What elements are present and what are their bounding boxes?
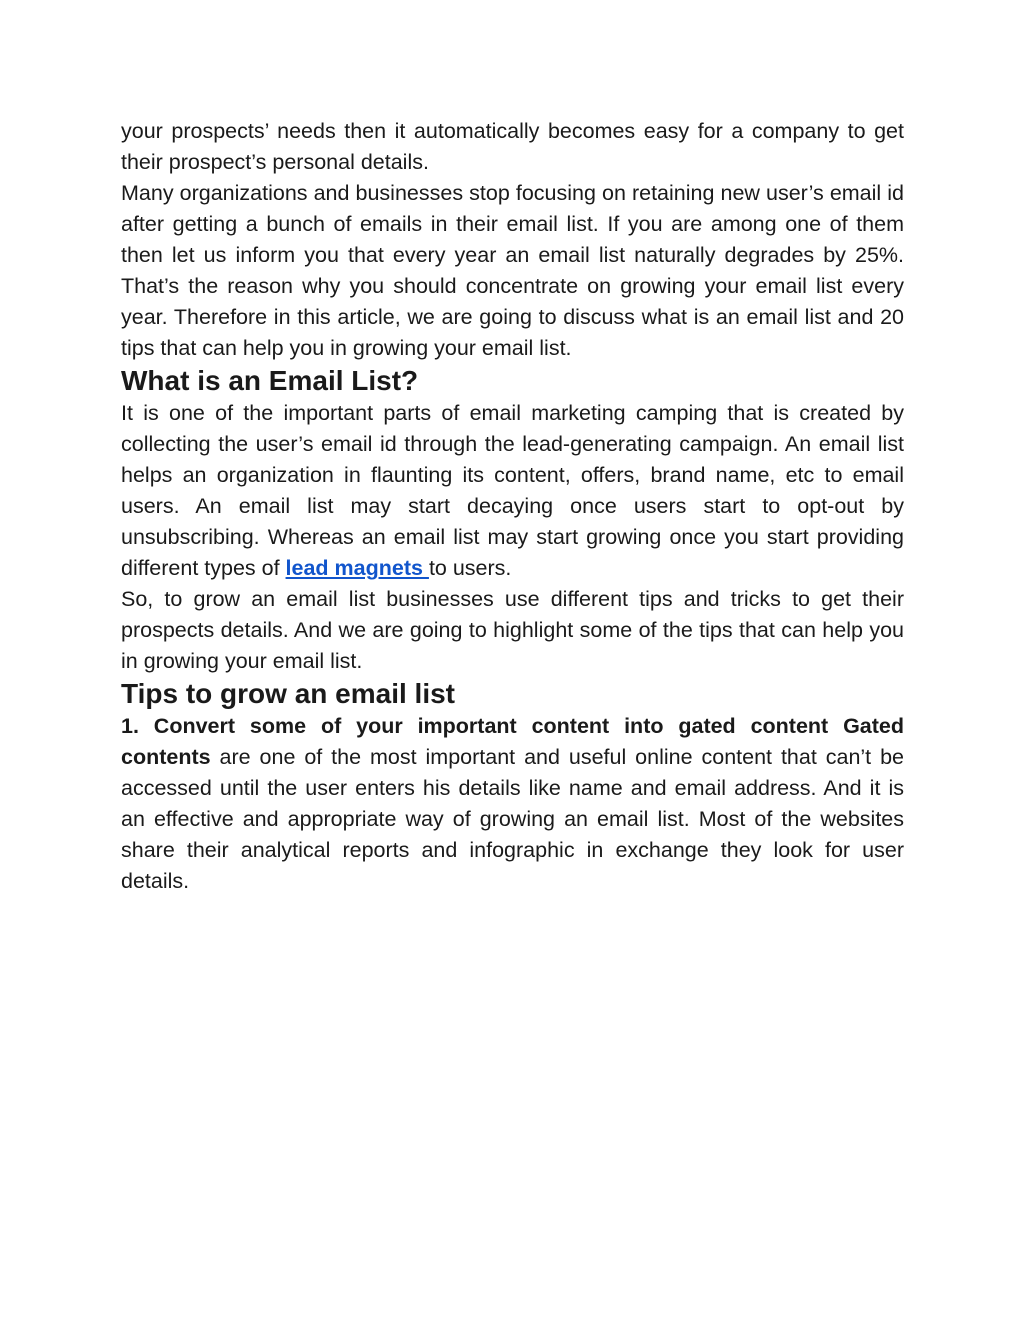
- heading-what-is-email-list: What is an Email List?: [121, 365, 419, 396]
- tip-1-text: are one of the most important and useful online content that can’t be accessed until the user enters his details like name and email address. And it is an effective and appropriate way of growing an email list. Most of the websites share their analytical reports and infographic in exchange they look for user details.: [121, 745, 904, 893]
- paragraph-tips-and-tricks: So, to grow an email list businesses use different tips and tricks to get their prospects details. And we are going to highlight some of the tips that can help you in growing your email list.: [121, 587, 904, 673]
- definition-text-end: to users.: [428, 556, 512, 580]
- lead-magnets-link[interactable]: lead magnets: [285, 556, 429, 580]
- tip-1-title: 1. Convert some of your important content into gated content Gated contents: [121, 714, 904, 769]
- paragraph-tip-1: [121, 711, 904, 897]
- paragraph-list-degrades: Many organizations and businesses stop focusing on retaining new user’s email id after getting a bunch of emails in their email list. If you are among one of them then let us inform you that every year an email list naturally degrades by 25%. That’s the reason why you should concentrate on growing your email list every year. Therefore in this article, we are going to discuss what is an email list and 20 tips that can help you in growing your email list.: [121, 181, 904, 360]
- paragraph-email-list-definition: [121, 398, 904, 584]
- paragraph-intro-continued: your prospects’ needs then it automatically becomes easy for a company to get their prospect’s personal details.: [121, 119, 904, 174]
- heading-tips-to-grow: Tips to grow an email list: [121, 678, 455, 709]
- document-page: [121, 116, 904, 897]
- definition-text: It is one of the important parts of email marketing camping that is created by collecting the user’s email id through the lead-generating campaign. An email list helps an organization in flaunting its content, offers, brand name, etc to email users. An email list may start decaying once users start to opt-out by unsubscribing. Whereas an email list may start growing once you start providing different types of: [121, 401, 904, 580]
